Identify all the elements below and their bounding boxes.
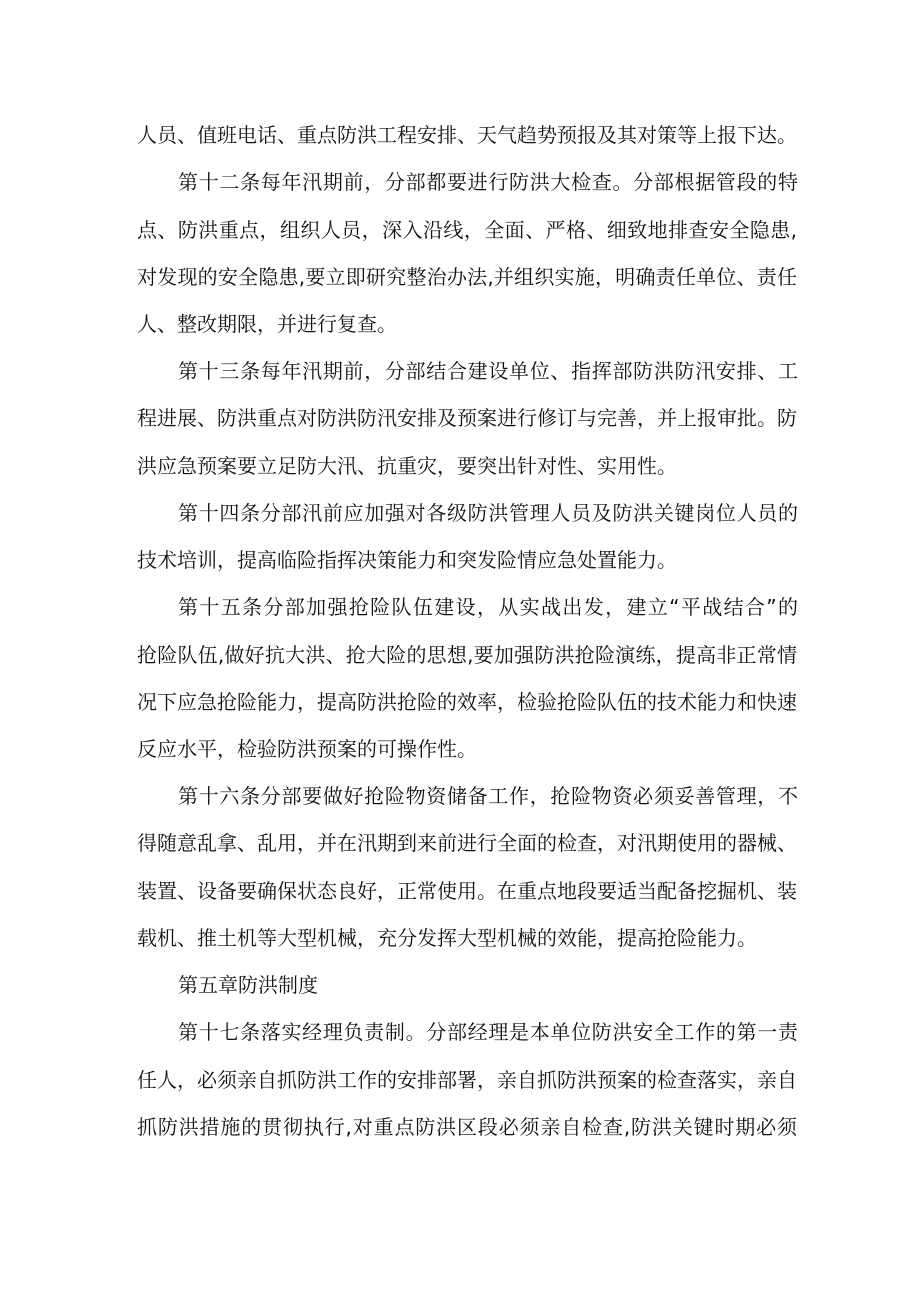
text-line: 人员、值班电话、重点防洪工程安排、天气趋势预报及其对策等上报下达。	[137, 123, 797, 147]
text-line: 第十六条分部要做好抢险物资储备工作，抢险物资必须妥善管理，不	[178, 784, 798, 808]
text-line: 人、整改期限，并进行复查。	[137, 312, 397, 336]
text-line: 得随意乱拿、乱用，并在汛期到来前进行全面的检查，对汛期使用的器械、	[137, 831, 797, 855]
text-line: 抢险队伍,做好抗大洪、抢大险的思想,要加强防洪抢险演练，提高非正常情	[137, 643, 797, 667]
text-line: 点、防洪重点，组织人员，深入沿线，全面、严格、细致地排查安全隐患,	[137, 218, 797, 242]
text-line: 载机、推土机等大型机械，充分发挥大型机械的效能，提高抢险能力。	[137, 926, 757, 950]
text-line: 程进展、防洪重点对防洪防汛安排及预案进行修订与完善，并上报审批。防	[137, 406, 797, 430]
text-line: 任人，必须亲自抓防洪工作的安排部署，亲自抓防洪预案的检查落实，亲自	[137, 1068, 797, 1092]
text-line: 第十二条每年汛期前，分部都要进行防洪大检查。分部根据管段的特	[178, 170, 798, 194]
chapter-heading: 第五章防洪制度	[178, 973, 318, 997]
text-line: 洪应急预案要立足防大汛、抗重灾，要突出针对性、实用性。	[137, 454, 677, 478]
text-line: 第十三条每年汛期前，分部结合建设单位、指挥部防洪防汛安排、工	[178, 359, 798, 383]
text-line: 况下应急抢险能力，提高防洪抢险的效率，检验抢险队伍的技术能力和快速	[137, 690, 797, 714]
text-line: 装置、设备要确保状态良好，正常使用。在重点地段要适当配备挖掘机、装	[137, 879, 797, 903]
text-line: 抓防洪措施的贯彻执行,对重点防洪区段必须亲自检查,防洪关键时期必须	[137, 1115, 797, 1139]
text-line: 第十四条分部汛前应加强对各级防洪管理人员及防洪关键岗位人员的	[178, 501, 798, 525]
text-line: 技术培训，提高临险指挥决策能力和突发险情应急处置能力。	[137, 548, 677, 572]
text-line: 对发现的安全隐患,要立即研究整治办法,并组织实施，明确责任单位、责任	[137, 265, 797, 289]
text-line: 反应水平，检验防洪预案的可操作性。	[137, 737, 477, 761]
text-line: 第十七条落实经理负责制。分部经理是本单位防洪安全工作的第一责	[178, 1020, 798, 1044]
text-line: 第十五条分部加强抢险队伍建设，从实战出发，建立“平战结合”的	[178, 595, 798, 619]
